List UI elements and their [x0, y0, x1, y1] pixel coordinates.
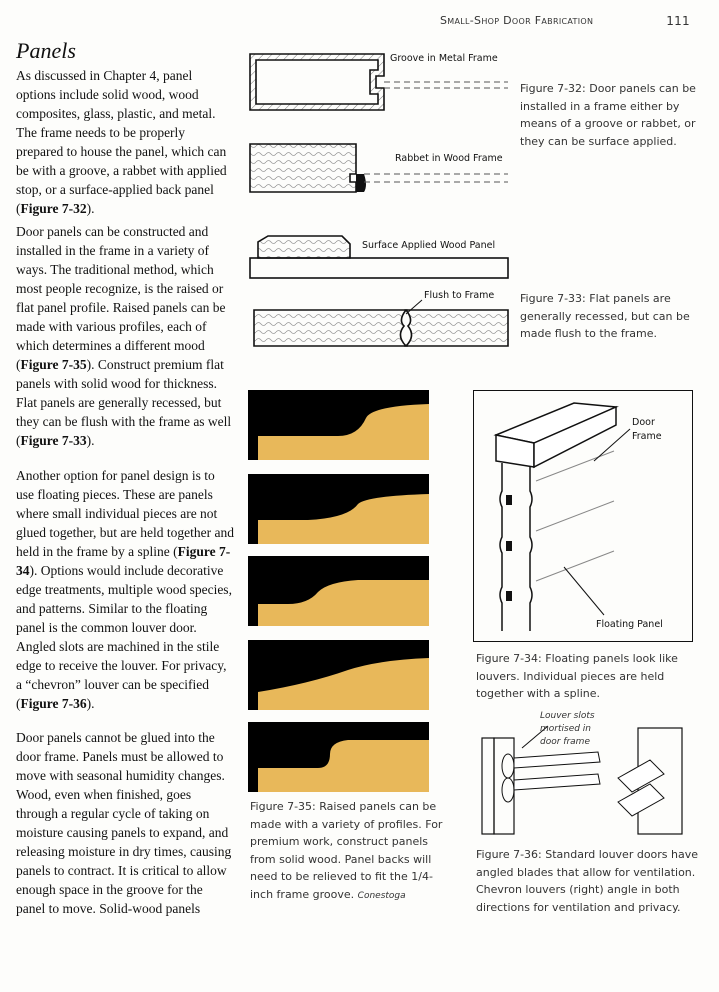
fig34-label-floating: Floating Panel: [596, 619, 663, 630]
fig36-caption: Figure 7-36: Standard louver doors have angled blades that allow for ventilation. Chevron louvers (right) angle in both directions for ventilation and privacy.: [476, 848, 699, 914]
fig35-caption: Figure 7-35: Raised panels can be made with a variety of profiles. For premium work, construct panels from solid wood. Panel backs will need to be relieved to fit the 1/4-inch frame groove. Conestoga: [250, 800, 443, 901]
fig36-label: Louver slots mortised in door frame: [540, 711, 595, 747]
profile-panel-2: [248, 474, 429, 544]
running-title: Small-Shop Door Fabrication: [440, 14, 594, 27]
page-number: 111: [666, 14, 690, 28]
fig33-drawing: [246, 296, 516, 360]
body-paragraph-1: As discussed in Chapter 4, panel options include solid wood, wood composites, glass, plastic, and metal. The frame needs to be properly prepared to house the panel, which can be with a groove, a rabbet with applied stop, or a surface-applied back panel (Figure 7-32).: [16, 68, 227, 216]
figure-ref: Figure 7-34: [16, 544, 231, 578]
figure-ref: Figure 7-32: [20, 201, 87, 216]
fig34-caption: Figure 7-34: Floating panels look like louvers. Individual pieces are held together with a spline.: [476, 652, 678, 700]
fig32-caption: Figure 7-32: Door panels can be installed in a frame either by means of a groove or rabbet, or they can be surface applied.: [520, 82, 696, 148]
fig34-box: [473, 390, 693, 642]
figure-ref: Figure 7-36: [20, 696, 87, 711]
fig32-label-rabbet: Rabbet in Wood Frame: [395, 153, 503, 164]
fig32-label-metal: Groove in Metal Frame: [390, 53, 498, 64]
body-paragraph-4: Door panels cannot be glued into the door frame. Panels must be allowed to move with seasonal humidity changes. Wood, even when finished, goes through a regular cycle of taking on moisture causing panels to expand, and releasing moisture in dry times, causing panels to contract. It is critical to allow enough space in the groove for the panel to move. Solid-wood panels: [16, 730, 232, 916]
photo-credit: Conestoga: [357, 890, 406, 901]
profile-panel-3: [248, 556, 429, 626]
fig34-label-door: Door: [632, 417, 655, 428]
fig33-label: Flush to Frame: [424, 290, 495, 301]
fig33-caption: Figure 7-33: Flat panels are generally recessed, but can be made flush to the frame.: [520, 292, 690, 340]
figure-ref: Figure 7-35: [20, 357, 87, 372]
body-paragraph-3: Another option for panel design is to use floating pieces. These are panels where small individual pieces are not glued together, but are held together and held in the frame by a spline (Figure 7-34). Options would include decorative edge treatments, multiple wood species, and patterns. Similar to the floating panel is the common louver door. Angled slots are machined in the stile edge to receive the louver. For privacy, a “chevron” louver can be specified (Figure 7-36).: [16, 468, 235, 711]
fig34-label-frame: Frame: [632, 431, 662, 442]
profile-panel-1: [248, 390, 429, 460]
body-paragraph-2: Door panels can be constructed and installed in the frame in a variety of ways. The traditional method, which most people recognize, is the raised or flat panel profile. Raised panels can be made with various profiles, each of which determines a different mood (Figure 7-35). Construct premium flat panels with solid wood for thickness. Flat panels are generally recessed, but they can be flush with the frame as well (Figure 7-33).: [16, 224, 232, 448]
profile-panel-4: [248, 640, 429, 710]
profile-panel-5: [248, 722, 429, 792]
figure-ref: Figure 7-33: [20, 433, 87, 448]
running-header: [440, 14, 690, 27]
fig32-label-surface: Surface Applied Wood Panel: [362, 240, 496, 251]
section-heading: Panels: [16, 38, 76, 63]
